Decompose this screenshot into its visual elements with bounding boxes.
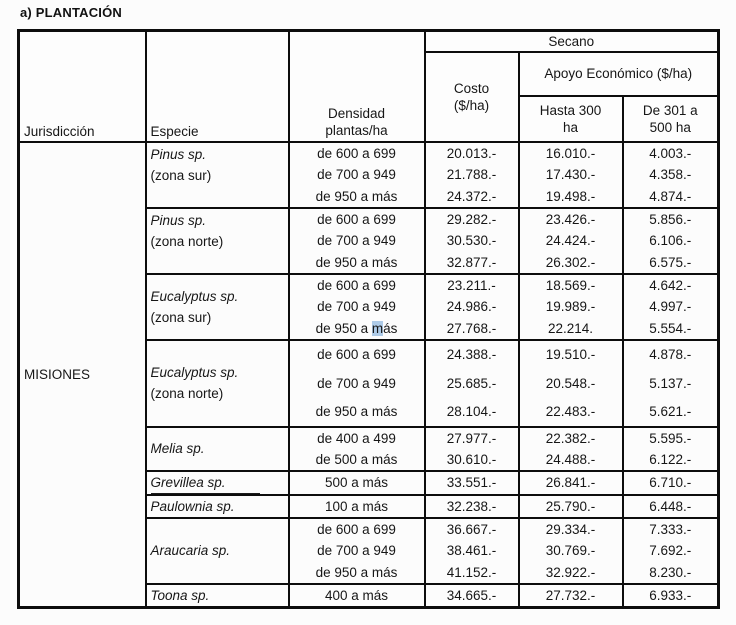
costo-cell: 24.986.- (425, 296, 519, 318)
densidad-cell: de 600 a 699 (289, 208, 425, 230)
hasta-300-cell: 25.790.- (519, 495, 623, 518)
header-densidad-line2: plantas/ha (325, 122, 388, 138)
header-secano: Secano (425, 31, 719, 52)
de-301-cell: 8.230.- (623, 562, 719, 584)
de-301-cell: 5.137.- (623, 369, 719, 398)
hasta-300-cell: 22.483.- (519, 398, 623, 427)
de-301-cell: 7.692.- (623, 540, 719, 562)
header-de-301-line2: 500 ha (649, 119, 691, 135)
especie-cell (146, 584, 289, 608)
hasta-300-cell: 16.010.- (519, 142, 623, 164)
especie-cell (146, 427, 289, 471)
costo-cell: 30.610.- (425, 449, 519, 471)
especie-cell (146, 495, 289, 518)
especie-name: Pinus sp. (150, 212, 207, 228)
hasta-300-cell: 22.382.- (519, 427, 623, 449)
de-301-cell: 6.933.- (623, 584, 719, 608)
header-de-301-line1: De 301 a (642, 102, 698, 118)
hasta-300-cell: 29.334.- (519, 518, 623, 540)
costo-cell: 24.388.- (425, 340, 519, 369)
hasta-300-cell: 32.922.- (519, 562, 623, 584)
hasta-300-cell: 26.841.- (519, 471, 623, 495)
de-301-cell: 6.710.- (623, 471, 719, 495)
section-title: a) PLANTACIÓN (20, 5, 123, 20)
hasta-300-cell: 20.548.- (519, 369, 623, 398)
especie-name: Eucalyptus sp. (150, 288, 239, 304)
costo-cell: 36.667.- (425, 518, 519, 540)
hasta-300-cell: 18.569.- (519, 274, 623, 296)
hasta-300-cell: 23.426.- (519, 208, 623, 230)
table-row (19, 142, 719, 164)
densidad-cell: de 950 a más (289, 252, 425, 274)
especie-cell (146, 208, 289, 274)
hasta-300-cell: 27.732.- (519, 584, 623, 608)
especie-zona: (zona norte) (150, 233, 224, 249)
densidad-cell: de 600 a 699 (289, 142, 425, 164)
hasta-300-cell: 24.424.- (519, 230, 623, 252)
especie-name: Eucalyptus sp. (150, 365, 239, 380)
especie-zona: (zona sur) (150, 309, 212, 325)
densidad-cell: 500 a más (289, 471, 425, 495)
especie-zona: (zona sur) (150, 167, 212, 183)
densidad-cell: de 950 a más (289, 318, 425, 340)
densidad-cell: de 700 a 949 (289, 540, 425, 562)
densidad-cell: de 400 a 499 (289, 427, 425, 449)
densidad-cell: de 950 a más (289, 562, 425, 584)
search-highlight: m (371, 320, 384, 336)
de-301-cell: 6.575.- (623, 252, 719, 274)
densidad-cell: de 700 a 949 (289, 296, 425, 318)
de-301-cell: 7.333.- (623, 518, 719, 540)
especie-cell (146, 518, 289, 584)
header-costo-line2: ($/ha) (453, 97, 490, 113)
densidad-cell: de 950 a más (289, 398, 425, 427)
header-hasta-300-line1: Hasta 300 (539, 102, 602, 118)
especie-cell (146, 471, 289, 495)
de-301-cell: 6.106.- (623, 230, 719, 252)
header-hasta-300-ha (519, 96, 623, 142)
hasta-300-cell: 19.498.- (519, 186, 623, 208)
costo-cell: 32.877.- (425, 252, 519, 274)
costo-cell: 21.788.- (425, 164, 519, 186)
de-301-cell: 4.874.- (623, 186, 719, 208)
densidad-cell: de 600 a 699 (289, 340, 425, 369)
costo-cell: 30.530.- (425, 230, 519, 252)
especie-cell (146, 142, 289, 208)
table-body (19, 142, 719, 608)
costo-cell: 38.461.- (425, 540, 519, 562)
especie-name: Paulownia sp. (150, 498, 235, 514)
hasta-300-cell: 19.510.- (519, 340, 623, 369)
costo-cell: 29.282.- (425, 208, 519, 230)
plantacion-table (17, 29, 720, 609)
header-costo (425, 52, 519, 142)
densidad-cell: 400 a más (289, 584, 425, 608)
especie-name: Pinus sp. (150, 146, 207, 162)
de-301-cell: 4.003.- (623, 142, 719, 164)
de-301-cell: 5.554.- (623, 318, 719, 340)
costo-cell: 20.013.- (425, 142, 519, 164)
densidad-cell: de 600 a 699 (289, 518, 425, 540)
especie-zona: (zona norte) (150, 386, 224, 401)
header-jurisdiccion: Jurisdicción (19, 31, 146, 142)
hasta-300-cell: 17.430.- (519, 164, 623, 186)
densidad-cell: de 700 a 949 (289, 164, 425, 186)
costo-cell: 34.665.- (425, 584, 519, 608)
de-301-cell: 4.642.- (623, 274, 719, 296)
especie-name: Araucaria sp. (150, 543, 231, 558)
densidad-cell: 100 a más (289, 495, 425, 518)
header-especie: Especie (146, 31, 289, 142)
de-301-cell: 5.621.- (623, 398, 719, 427)
costo-cell: 23.211.- (425, 274, 519, 296)
jurisdiccion-cell: MISIONES (19, 142, 146, 608)
costo-cell: 24.372.- (425, 186, 519, 208)
table-header (19, 31, 719, 142)
costo-cell: 32.238.- (425, 495, 519, 518)
costo-cell: 27.768.- (425, 318, 519, 340)
especie-name: Melia sp. (150, 441, 205, 456)
header-costo-line1: Costo (453, 80, 490, 96)
header-hasta-300-line2: ha (562, 119, 579, 135)
de-301-cell: 4.997.- (623, 296, 719, 318)
densidad-cell: de 500 a más (289, 449, 425, 471)
de-301-cell: 6.448.- (623, 495, 719, 518)
header-densidad-line1: Densidad (327, 105, 386, 121)
especie-name: Toona sp. (150, 587, 210, 603)
hasta-300-cell: 22.214. (519, 318, 623, 340)
hasta-300-cell: 19.989.- (519, 296, 623, 318)
densidad-cell: de 600 a 699 (289, 274, 425, 296)
costo-cell: 33.551.- (425, 471, 519, 495)
especie-cell (146, 340, 289, 427)
especie-name: Grevillea sp. (151, 472, 261, 494)
densidad-cell: de 700 a 949 (289, 230, 425, 252)
hasta-300-cell: 30.769.- (519, 540, 623, 562)
de-301-cell: 6.122.- (623, 449, 719, 471)
costo-cell: 27.977.- (425, 427, 519, 449)
hasta-300-cell: 24.488.- (519, 449, 623, 471)
de-301-cell: 4.878.- (623, 340, 719, 369)
densidad-cell: de 950 a más (289, 186, 425, 208)
de-301-cell: 5.856.- (623, 208, 719, 230)
de-301-cell: 5.595.- (623, 427, 719, 449)
costo-cell: 41.152.- (425, 562, 519, 584)
de-301-cell: 4.358.- (623, 164, 719, 186)
hasta-300-cell: 26.302.- (519, 252, 623, 274)
costo-cell: 25.685.- (425, 369, 519, 398)
header-densidad (289, 31, 425, 142)
densidad-cell: de 700 a 949 (289, 369, 425, 398)
costo-cell: 28.104.- (425, 398, 519, 427)
header-apoyo-economico: Apoyo Económico ($/ha) (519, 52, 719, 96)
header-de-301-a-500-ha (623, 96, 719, 142)
especie-cell (146, 274, 289, 340)
